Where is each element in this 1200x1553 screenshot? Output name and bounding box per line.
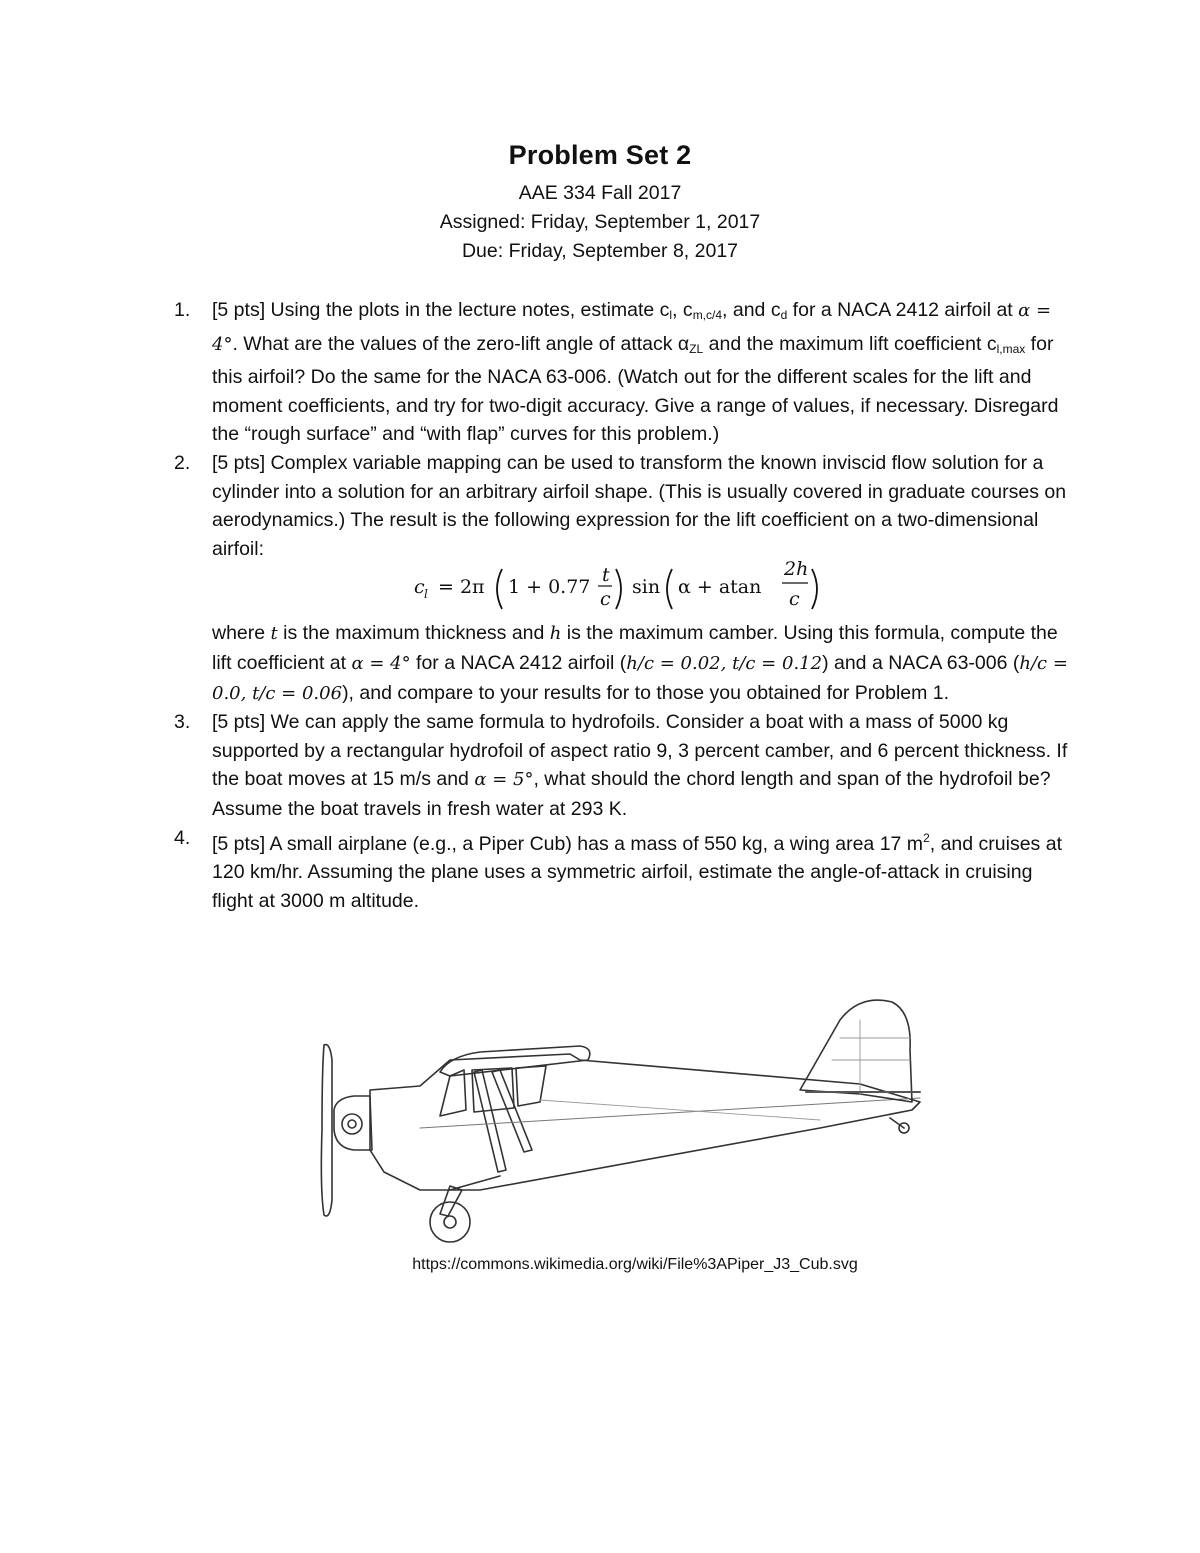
math-inline: h/c = 0.02, t/c = 0.12 — [626, 652, 823, 674]
image-credit: https://commons.wikimedia.org/wiki/File%3APiper_J3_Cub.svg — [412, 1256, 858, 1273]
problem-number: 3. — [174, 711, 191, 734]
lift-formula — [212, 558, 1072, 619]
problem-text: , and c — [722, 299, 781, 321]
problem-text: for a NACA 2412 airfoil at — [787, 299, 1019, 321]
problem-text: ), and compare to your results for to those you obtained for Problem 1. — [342, 681, 950, 704]
math-inline: h/c = 0.0, t/c = 0.06 — [212, 652, 1068, 704]
page-title: Problem Set 2 — [508, 140, 692, 170]
problem-text: , c — [672, 299, 693, 321]
problem-2 — [172, 449, 1072, 708]
header — [0, 140, 1200, 266]
problem-text: and the maximum lift coefficient c — [703, 332, 997, 355]
problem-text: We can apply the same formula to hydrofoils. Consider a boat with a mass of 5000 kg supported by a rectangular hydrofoil of aspect ratio 9, 3 percent camber, and 6 percent thickness. If the boat moves at 15 m/s and — [212, 711, 1068, 791]
tail-fin — [800, 1000, 912, 1102]
paren-left-2 — [667, 569, 672, 609]
formula-alpha-plus: α + atan — [678, 576, 762, 599]
problem-number: 1. — [174, 299, 191, 321]
paren-right-2 — [812, 569, 817, 609]
problem-text: is the maximum thickness and — [277, 622, 550, 645]
math-inline: h — [549, 623, 562, 645]
problem-text: ) and a NACA 63-006 ( — [822, 651, 1020, 674]
formula-t: t — [602, 564, 610, 587]
main-wheel — [430, 1202, 470, 1242]
math-inline: t — [270, 623, 278, 645]
piper-cub-illustration — [300, 990, 980, 1250]
subscript: ZL — [689, 341, 704, 356]
paren-left-1 — [497, 569, 502, 609]
superscript: 2 — [923, 830, 930, 845]
problem-points: [5 pts] — [212, 451, 266, 474]
formula-eq: = 2π — [438, 576, 485, 599]
windshield — [440, 1070, 466, 1116]
formula-c1: c — [600, 588, 611, 611]
problem-text: for a NACA 2412 airfoil ( — [410, 651, 627, 674]
subscript: m,c/4 — [692, 308, 723, 322]
problem-text: . What are the values of the zero-lift angle of attack α — [232, 332, 690, 355]
problem-text: A small airplane (e.g., a Piper Cub) has a mass of 550 kg, a wing area 17 m — [265, 832, 924, 855]
propeller — [321, 1045, 332, 1216]
course-line: AAE 334 Fall 2017 — [518, 182, 682, 204]
formula-lhs-sub: l — [424, 587, 428, 602]
problem-text: Complex variable mapping can be used to transform the known inviscid flow solution for a cylinder into a solution for an arbitrary airfoil shape. (This is usually covered in graduate courses on aerodynamics.) The result is the following expression for the lift coefficient on a two-dimensional airfoil: — [212, 451, 1067, 560]
problem-points: [5 pts] — [212, 832, 266, 855]
problem-number: 2. — [174, 451, 191, 474]
main-wheel-hub — [444, 1216, 456, 1228]
problem-1 — [172, 296, 1072, 449]
problem-text: , and cruises at 120 km/hr. Assuming the plane uses a symmetric airfoil, estimate the angle-of-attack in cruising flight at 3000 m altitude. — [212, 832, 1062, 912]
problem-4 — [172, 824, 1072, 916]
formula-sin: sin — [632, 576, 661, 599]
due-date: Due: Friday, September 8, 2017 — [461, 240, 739, 262]
formula-lhs: c — [414, 576, 425, 599]
problem-points: [5 pts] — [212, 711, 266, 734]
problem-text: for this airfoil? Do the same for the NACA 63-006. (Watch out for the different scales for the lift and moment coefficients, and try for two-digit accuracy. Give a range of values, if necessary. Disregard the “rough surface” and “with flap” curves for this problem.) — [212, 332, 1059, 446]
assigned-date: Assigned: Friday, September 1, 2017 — [439, 211, 761, 233]
math-inline: α = 5° — [474, 769, 534, 791]
math-inline: α = 4° — [212, 300, 1052, 355]
engine-hub — [348, 1120, 356, 1128]
problem-text: Using the plots in the lecture notes, estimate c — [265, 299, 670, 321]
problem-number: 4. — [174, 826, 191, 849]
problem-text: where — [212, 622, 271, 645]
formula-c2: c — [789, 588, 800, 611]
subscript: l — [669, 308, 673, 322]
math-inline: α = 4° — [351, 652, 411, 674]
wing-strut-front — [474, 1070, 506, 1172]
engine-cowl — [334, 1096, 372, 1150]
problem-3 — [172, 708, 1072, 823]
problem-list — [172, 296, 1072, 915]
subscript: l,max — [996, 341, 1026, 356]
problem-text: is the maximum camber. Using this formula, compute the lift coefficient at — [212, 622, 1058, 674]
fuselage-line — [540, 1100, 820, 1120]
formula-2h: 2h — [784, 558, 809, 581]
paren-right-1 — [616, 569, 621, 609]
lift-formula-svg — [412, 553, 852, 619]
subscript: d — [780, 308, 788, 322]
formula-one-plus: 1 + 0.77 — [508, 576, 591, 599]
problem-points: [5 pts] — [212, 299, 266, 321]
problem-text: , what should the chord length and span of the hydrofoil be? Assume the boat travels in fresh water at 293 K. — [212, 768, 1051, 820]
engine-cylinder — [342, 1114, 362, 1134]
